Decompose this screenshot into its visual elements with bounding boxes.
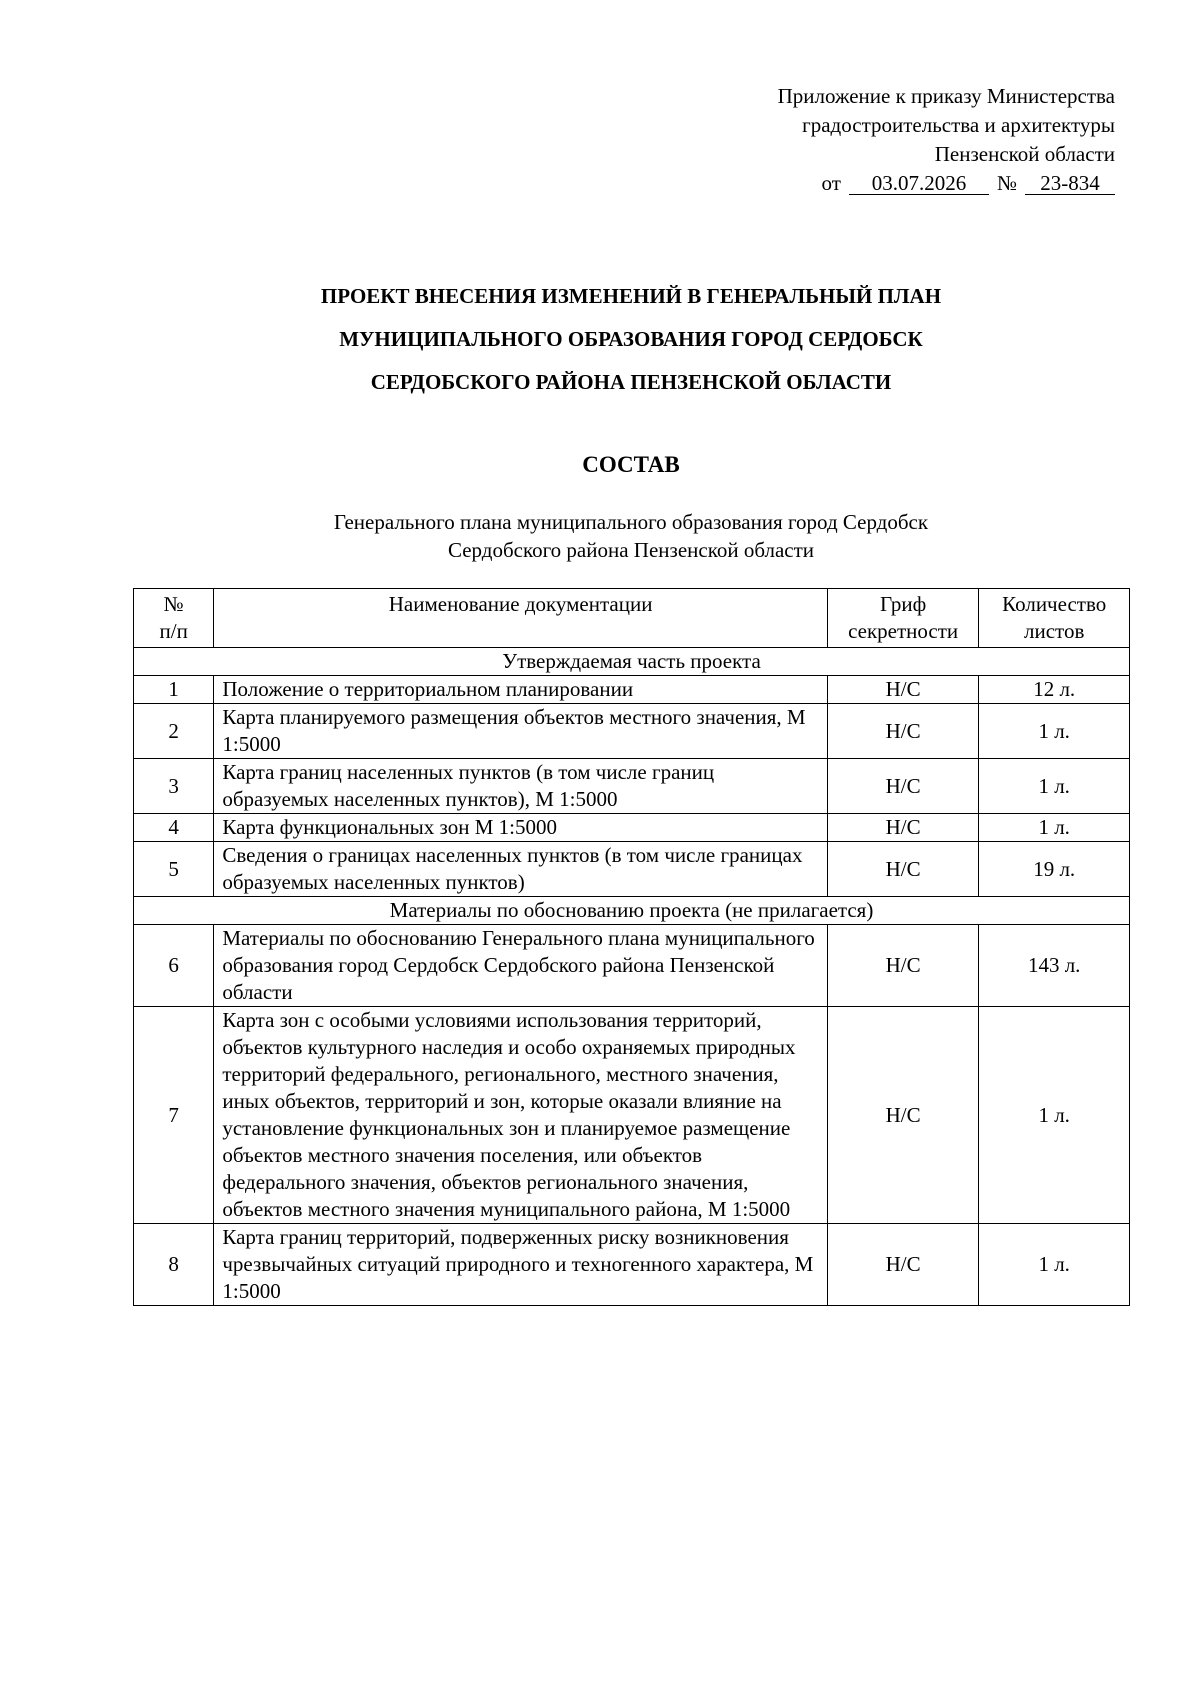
row-name: Карта планируемого размещения объектов местного значения, М 1:5000 xyxy=(214,704,827,759)
section-approved: Утверждаемая часть проекта xyxy=(134,648,1130,676)
header-grif-line-2: секретности xyxy=(848,619,959,643)
title-line-1: ПРОЕКТ ВНЕСЕНИЯ ИЗМЕНЕНИЙ В ГЕНЕРАЛЬНЫЙ ПЛАН xyxy=(320,284,942,308)
row-qty: 143 л. xyxy=(979,925,1130,1007)
row-qty: 1 л. xyxy=(979,704,1130,759)
row-qty: 1 л. xyxy=(979,814,1130,842)
composition-table xyxy=(133,588,1130,1306)
table-header-row xyxy=(134,589,1130,648)
row-num: 3 xyxy=(134,759,214,814)
row-qty: 1 л. xyxy=(979,1007,1130,1224)
table-row xyxy=(134,1224,1130,1306)
number-prefix: № xyxy=(996,171,1017,195)
table-row xyxy=(134,759,1130,814)
row-name: Положение о территориальном планировании xyxy=(214,676,827,704)
row-qty: 1 л. xyxy=(979,759,1130,814)
row-grif: Н/С xyxy=(827,704,979,759)
row-num: 7 xyxy=(134,1007,214,1224)
order-number: 23-834 xyxy=(1025,172,1115,195)
header-grif-line-1: Гриф xyxy=(880,592,927,616)
table-row xyxy=(134,1007,1130,1224)
row-name: Материалы по обоснованию Генерального плана муниципального образования город Сердобск Сердобского района Пензенской области xyxy=(214,925,827,1007)
row-grif: Н/С xyxy=(827,814,979,842)
header-name: Наименование документации xyxy=(214,589,827,648)
header-qty xyxy=(979,589,1130,648)
subtitle-line-2: Сердобского района Пензенской области xyxy=(447,538,815,562)
table-row xyxy=(134,842,1130,897)
row-num: 2 xyxy=(134,704,214,759)
section-row xyxy=(134,897,1130,925)
row-name: Карта границ населенных пунктов (в том числе границ образуемых населенных пунктов), М 1:5000 xyxy=(214,759,827,814)
row-grif: Н/С xyxy=(827,925,979,1007)
section-justification: Материалы по обоснованию проекта (не прилагается) xyxy=(134,897,1130,925)
row-grif: Н/С xyxy=(827,1007,979,1224)
table-row xyxy=(134,814,1130,842)
row-qty: 1 л. xyxy=(979,1224,1130,1306)
header-num xyxy=(134,589,214,648)
row-num: 1 xyxy=(134,676,214,704)
appendix-block xyxy=(778,82,1115,198)
row-grif: Н/С xyxy=(827,676,979,704)
section-heading: СОСТАВ xyxy=(582,452,680,477)
order-date: 03.07.2026 xyxy=(849,172,989,195)
table-row xyxy=(134,676,1130,704)
subtitle xyxy=(0,508,1200,564)
subtitle-line-1: Генерального плана муниципального образования город Сердобск xyxy=(333,510,929,534)
row-num: 5 xyxy=(134,842,214,897)
header-num-line-1: № xyxy=(163,592,184,616)
appendix-line-2: градостроительства и архитектуры xyxy=(802,113,1115,137)
title-line-3: СЕРДОБСКОГО РАЙОНА ПЕНЗЕНСКОЙ ОБЛАСТИ xyxy=(370,370,892,394)
header-qty-line-2: листов xyxy=(1024,619,1085,643)
appendix-line-1: Приложение к приказу Министерства xyxy=(777,84,1115,108)
title-line-2: МУНИЦИПАЛЬНОГО ОБРАЗОВАНИЯ ГОРОД СЕРДОБСК xyxy=(339,327,923,351)
row-grif: Н/С xyxy=(827,1224,979,1306)
row-grif: Н/С xyxy=(827,759,979,814)
row-qty: 19 л. xyxy=(979,842,1130,897)
row-num: 6 xyxy=(134,925,214,1007)
row-grif: Н/С xyxy=(827,842,979,897)
header-num-line-2: п/п xyxy=(159,619,188,643)
row-qty: 12 л. xyxy=(979,676,1130,704)
appendix-line-3: Пензенской области xyxy=(934,142,1115,166)
section-row xyxy=(134,648,1130,676)
document-title xyxy=(0,275,1200,404)
row-num: 8 xyxy=(134,1224,214,1306)
row-name: Сведения о границах населенных пунктов (в том числе границах образуемых населенных пунктов) xyxy=(214,842,827,897)
header-grif xyxy=(827,589,979,648)
header-qty-line-1: Количество xyxy=(1002,592,1107,616)
table-row xyxy=(134,704,1130,759)
appendix-date-number-line xyxy=(778,169,1115,198)
row-num: 4 xyxy=(134,814,214,842)
row-name: Карта границ территорий, подверженных риску возникновения чрезвычайных ситуаций природного и техногенного характера, М 1:5000 xyxy=(214,1224,827,1306)
row-name: Карта функциональных зон М 1:5000 xyxy=(214,814,827,842)
row-name: Карта зон с особыми условиями использования территорий, объектов культурного наследия и особо охраняемых природных территорий федерального, регионального, местного значения, иных объектов, территорий и зон, которые оказали влияние на установление функциональных зон и планируемое размещение объектов местного значения поселения, или объектов федерального значения, объектов регионального значения, объектов местного значения муниципального района, М 1:5000 xyxy=(214,1007,827,1224)
table-row xyxy=(134,925,1130,1007)
date-prefix: от xyxy=(821,171,841,195)
